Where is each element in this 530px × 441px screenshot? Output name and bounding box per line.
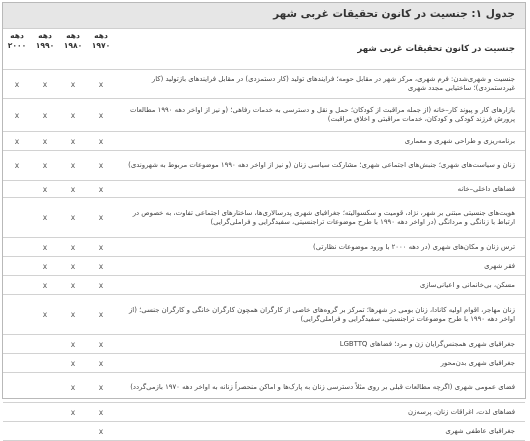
row-topic: مسکن، بی‌خانمانی و اعیانی‌سازی: [115, 276, 525, 295]
row-topic: هویت‌های جنسیتی مبتنی بر شهر، نژاد، قومیت و سکسوالیته؛ جغرافیای شهری پدرسالاری‌ها، ساختارهای اجتماعی تفاوت، به خصوص در ارتباط با زنانگی و مردانگی (در اواخر دهه ۱۹۹۰ با طرح موضوعات تراجنسیتی، سفیدگرایی و فراملی‌گرایی): [115, 198, 525, 238]
mark-1990: [31, 403, 59, 422]
row-topic: ترس زنان و مکان‌های شهری (در دهه ۲۰۰۰ با ورود موضوعات نظارتی): [115, 238, 525, 257]
mark-1980: x: [59, 181, 87, 198]
mark-1970: x: [87, 354, 115, 373]
mark-1990: x: [31, 257, 59, 276]
mark-2000: [3, 257, 31, 276]
mark-1980: x: [59, 335, 87, 354]
mark-2000: [3, 198, 31, 238]
mark-1970: x: [87, 151, 115, 181]
mark-1990: [31, 354, 59, 373]
table-row: [3, 99, 525, 132]
row-topic: جغرافیای شهری بدن‌محور: [115, 354, 525, 373]
mark-1990: x: [31, 151, 59, 181]
table-row: [3, 335, 525, 354]
header-row: [3, 29, 525, 70]
mark-2000: [3, 335, 31, 354]
table-row: [3, 295, 525, 335]
table-row: [3, 70, 525, 99]
mark-2000: x: [3, 70, 31, 99]
mark-1980: x: [59, 70, 87, 99]
mark-1990: x: [31, 70, 59, 99]
row-topic: فقر شهری: [115, 257, 525, 276]
mark-1970: x: [87, 132, 115, 151]
mark-2000: [3, 276, 31, 295]
mark-1970: x: [87, 335, 115, 354]
table-row: [3, 198, 525, 238]
table-frame: [2, 2, 526, 436]
row-topic: فضاهای داخلی–خانه: [115, 181, 525, 198]
mark-2000: [3, 403, 31, 422]
mark-1970: x: [87, 238, 115, 257]
table-row: [3, 276, 525, 295]
mark-1980: x: [59, 132, 87, 151]
mark-2000: x: [3, 132, 31, 151]
mark-2000: [3, 373, 31, 403]
topic-column-header: جنسیت در کانون تحقیقات غربی شهر: [115, 29, 525, 70]
table-row: [3, 238, 525, 257]
mark-1970: x: [87, 99, 115, 132]
mark-1970: x: [87, 198, 115, 238]
mark-1980: x: [59, 403, 87, 422]
table-row: [3, 132, 525, 151]
mark-1990: [31, 422, 59, 441]
mark-1990: x: [31, 295, 59, 335]
table-row: [3, 373, 525, 403]
row-topic: جنسیت و شهری‌شدن: فرم شهری، مرکز شهر در مقابل حومه؛ فرایندهای تولید (کار دستمزدی) در مقابل فرایندهای بازتولید (کار غیردستمزدی)؛ ساختیابی مجدد شهری: [115, 70, 525, 99]
mark-1980: x: [59, 276, 87, 295]
row-topic: جغرافیای عاطفی شهری: [115, 422, 525, 441]
mark-2000: [3, 181, 31, 198]
row-topic: فضاهای لذت، اغراقات زنان، پرسه‌زن: [115, 403, 525, 422]
decade-1990-header: دهه ۱۹۹۰: [31, 29, 59, 70]
row-topic: جغرافیای شهری همجنس‌گرایان زن و مرد؛ فضاهای LGBTTQ: [115, 335, 525, 354]
mark-1990: [31, 373, 59, 403]
table-row: [3, 151, 525, 181]
table-row: [3, 181, 525, 198]
table-row: [3, 257, 525, 276]
row-topic: فضای عمومی شهری (اگرچه مطالعات قبلی بر روی مثلاً دسترسی زنان به پارک‌ها و اماکن منحصراً زنانه به اواخر دهه ۱۹۷۰ بازمی‌گردد): [115, 373, 525, 403]
mark-2000: [3, 354, 31, 373]
gender-research-table: [3, 29, 525, 441]
mark-1990: x: [31, 181, 59, 198]
row-topic: برنامه‌ریزی و طراحی شهری و معماری: [115, 132, 525, 151]
decade-2000-header: دهه ۲۰۰۰: [3, 29, 31, 70]
mark-1970: x: [87, 181, 115, 198]
row-topic: زنان و سیاست‌های شهری؛ جنبش‌های اجتماعی شهری؛ مشارکت سیاسی زنان (و نیز از اواخر دهه ۱۹۹۰ موضوعات مربوط به شهروندی): [115, 151, 525, 181]
decade-1970-header: دهه ۱۹۷۰: [87, 29, 115, 70]
mark-1980: x: [59, 238, 87, 257]
mark-1970: x: [87, 276, 115, 295]
mark-1980: x: [59, 99, 87, 132]
mark-1980: x: [59, 295, 87, 335]
mark-1970: x: [87, 295, 115, 335]
table-caption: جدول ۱: جنسیت در کانون تحقیقات غربی شهر: [3, 3, 525, 29]
mark-1990: x: [31, 238, 59, 257]
mark-1980: x: [59, 373, 87, 403]
mark-1990: x: [31, 99, 59, 132]
mark-1970: x: [87, 422, 115, 441]
mark-1990: x: [31, 198, 59, 238]
table-row: [3, 422, 525, 441]
mark-1990: x: [31, 276, 59, 295]
mark-1980: [59, 422, 87, 441]
mark-1980: x: [59, 198, 87, 238]
mark-2000: x: [3, 151, 31, 181]
mark-2000: [3, 238, 31, 257]
row-topic: زنان مهاجر، اقوام اولیه کانادا، زنان بومی در شهرها؛ تمرکز بر گروه‌های خاصی از کارگران همچون کارگران خانگی و کارگران جنسی؛ (از اواخر دهه ۱۹۹۰ با طرح موضوعات تراجنسیتی، سفیدگرایی و فراملی‌گرایی): [115, 295, 525, 335]
mark-1990: [31, 335, 59, 354]
table-row: [3, 403, 525, 422]
decade-1980-header: دهه ۱۹۸۰: [59, 29, 87, 70]
mark-1980: x: [59, 151, 87, 181]
table-row: [3, 354, 525, 373]
mark-1990: x: [31, 132, 59, 151]
mark-2000: x: [3, 99, 31, 132]
mark-2000: [3, 422, 31, 441]
row-topic: بازارهای کار و پیوند کار–خانه (از جمله مراقبت از کودکان؛ حمل و نقل و دسترسی به خدمات رفاهی؛ (و نیز از اواخر دهه ۱۹۹۰ مطالعات پرورش فرزند کودکی و کودکان، خدمات مراقبتی و اخلاق مراقبت): [115, 99, 525, 132]
mark-1970: x: [87, 257, 115, 276]
mark-1980: x: [59, 257, 87, 276]
mark-1970: x: [87, 403, 115, 422]
mark-1980: x: [59, 354, 87, 373]
mark-1970: x: [87, 373, 115, 403]
mark-1970: x: [87, 70, 115, 99]
mark-2000: [3, 295, 31, 335]
